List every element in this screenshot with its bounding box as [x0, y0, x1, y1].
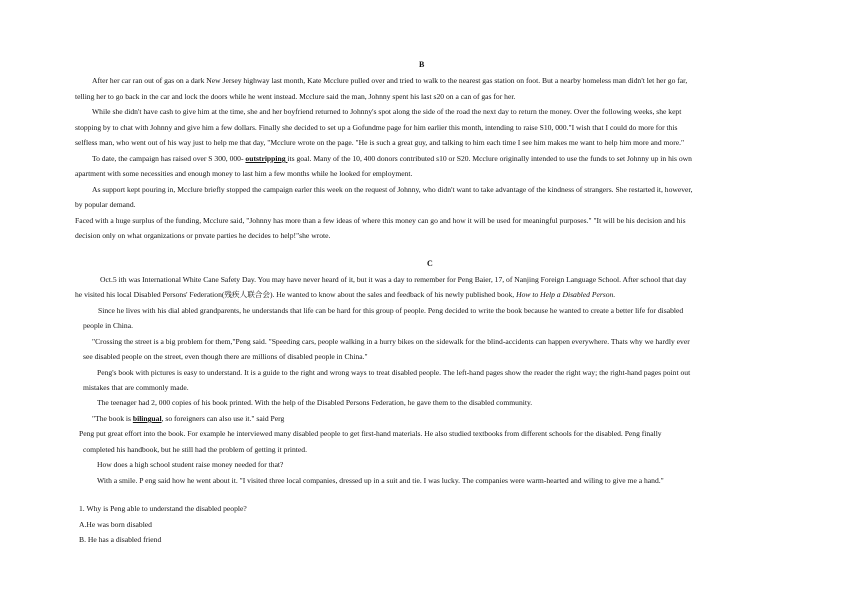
c-paragraph-1-line-1: Oct.5 ith was International White Cane Safety Day. You may have never heard of it, but it was a day to remember for Peng Baier, 17, of Nanjing Foreign Language School. After school that day — [100, 275, 687, 284]
b-paragraph-1-line-2: telling her to go back in the car and lock the doors while he went instead. Mcclure said the man, Johnny spent his last s20 on a can of gas for her. — [75, 92, 516, 101]
c-p6-text-pre: "The book is — [92, 414, 133, 423]
b-paragraph-3-line-2: apartment with some necessities and enough money to last him a few months while he looked for employment. — [75, 169, 413, 178]
vocab-outstripping: outstripping — [245, 154, 288, 163]
b-paragraph-1-line-1: After her car ran out of gas on a dark New Jersey highway last month, Kate Mcclure pulled over and tried to walk to the nearest gas station on foot. But a nearby homeless man didn't let her go far, — [92, 76, 688, 85]
c-paragraph-3-line-1: "Crossing the street is a big problem for them,"Peng said. "Speeding cars, people walking in a hurry bikes on the sidewalk for the blind-accidents can happen everywhere. Thats why we hardly ever — [92, 337, 690, 346]
b-paragraph-4-line-2: by popular demand. — [75, 200, 136, 209]
c-paragraph-8-line-1: How does a high school student raise money needed for that? — [97, 460, 284, 469]
c-paragraph-7-line-2: completed his handbook, but he still had the problem of getting it printed. — [83, 445, 307, 454]
question-stem: 1. Why is Peng able to understand the disabled people? — [79, 504, 247, 513]
b-paragraph-2-line-1: While she didn't have cash to give him at the time, she and her boyfriend returned to Johnny's spot along the side of the road the next day to return the money. Over the following weeks, she kept — [92, 107, 682, 116]
b-paragraph-4-line-1: As support kept pouring in, Mcclure briefly stopped the campaign earler this week on the request of Johnny, who didn't want to take advantage of the kindness of strangers. She restarted it, however, — [92, 185, 693, 194]
c-paragraph-2-line-1: Since he lives with his dial abled grandparents, he understands that life can be hard for this group of people. Peng decided to write the book because he wanted to create a better life for disabled — [98, 306, 684, 315]
b-paragraph-5-line-1: Faced with a huge surplus of the funding, Mcclure said, "Johnny has more than a few ideas of where this money can go and how it will be used for meaningful purposes." "It will be his decision and his — [75, 216, 686, 225]
b-paragraph-5-line-2: decision only on what organizations or pnvate parties he decides to help!"she wrote. — [75, 231, 331, 240]
c-paragraph-4-line-1: Peng's book with pictures is easy to understand. It is a guide to the right and wrong ways to treat disabled people. The left-hand pages show the reader the right way; the right-hand pages point out — [97, 368, 691, 377]
vocab-bilingual: bilingual — [132, 414, 162, 423]
b-paragraph-2-line-2: stopping by to chat with Johnny and give him a few dollars. Finally she decided to set up a Gofundme page for him earlier this month, intending to raise S10, 000."I wish that I could do more for this — [75, 123, 678, 132]
c-paragraph-7-line-1: Peng put great effort into the book. For example he interviewed many disabled people to get first-hand materials. He also studied textbooks from different schools for the disabled. Peng finally — [79, 429, 662, 438]
section-b-heading: B — [419, 60, 425, 69]
book-title: How to Help a Disabled Person. — [516, 290, 616, 299]
c-p1-text: he visited his local Disabled Persons' Federation(残疾人联合会). He wanted to know about the sales and feedback of his newly published book, — [75, 290, 517, 299]
b-p3-text-pre: To date, the campaign has raised over S 300, 000- — [92, 154, 246, 163]
c-p6-text-post: , so foreigners can also use it." said Perg — [161, 414, 285, 423]
option-b: B. He has a disabled friend — [79, 535, 162, 544]
c-paragraph-3-line-2: see disabled people on the street, even though there are millions of disabled people in China." — [83, 352, 368, 361]
c-paragraph-4-line-2: mistakes that are commonly made. — [83, 383, 189, 392]
option-a: A.He was born disabled — [79, 520, 152, 529]
b-paragraph-3-line-1 — [92, 154, 692, 164]
section-c-heading: C — [427, 259, 433, 268]
c-paragraph-5-line-1: The teenager had 2, 000 copies of his book printed. With the help of the Disabled Persons Federation, he gave them to the disabled community. — [97, 398, 533, 407]
b-paragraph-2-line-3: selfless man, who went out of his way just to help me that day, "Mcclure wrote on the page. "He is such a great guy, and talking to him each time I see him makes me want to help him more and more." — [75, 138, 685, 147]
c-paragraph-1-line-2 — [75, 290, 615, 300]
c-paragraph-9-line-1: With a smile. P eng said how he went about it. "I visited three local companies, dressed up in a suit and tie. I was lucky. The companies were warm-hearted and wiling to give me a hand." — [97, 476, 664, 485]
c-paragraph-2-line-2: people in China. — [83, 321, 133, 330]
c-paragraph-6-line-1 — [92, 414, 284, 424]
b-p3-text-post: its goal. Many of the 10, 400 donors contributed s10 or S20. Mcclure originally intended to use the funds to set Johnny up in his own — [287, 154, 692, 163]
